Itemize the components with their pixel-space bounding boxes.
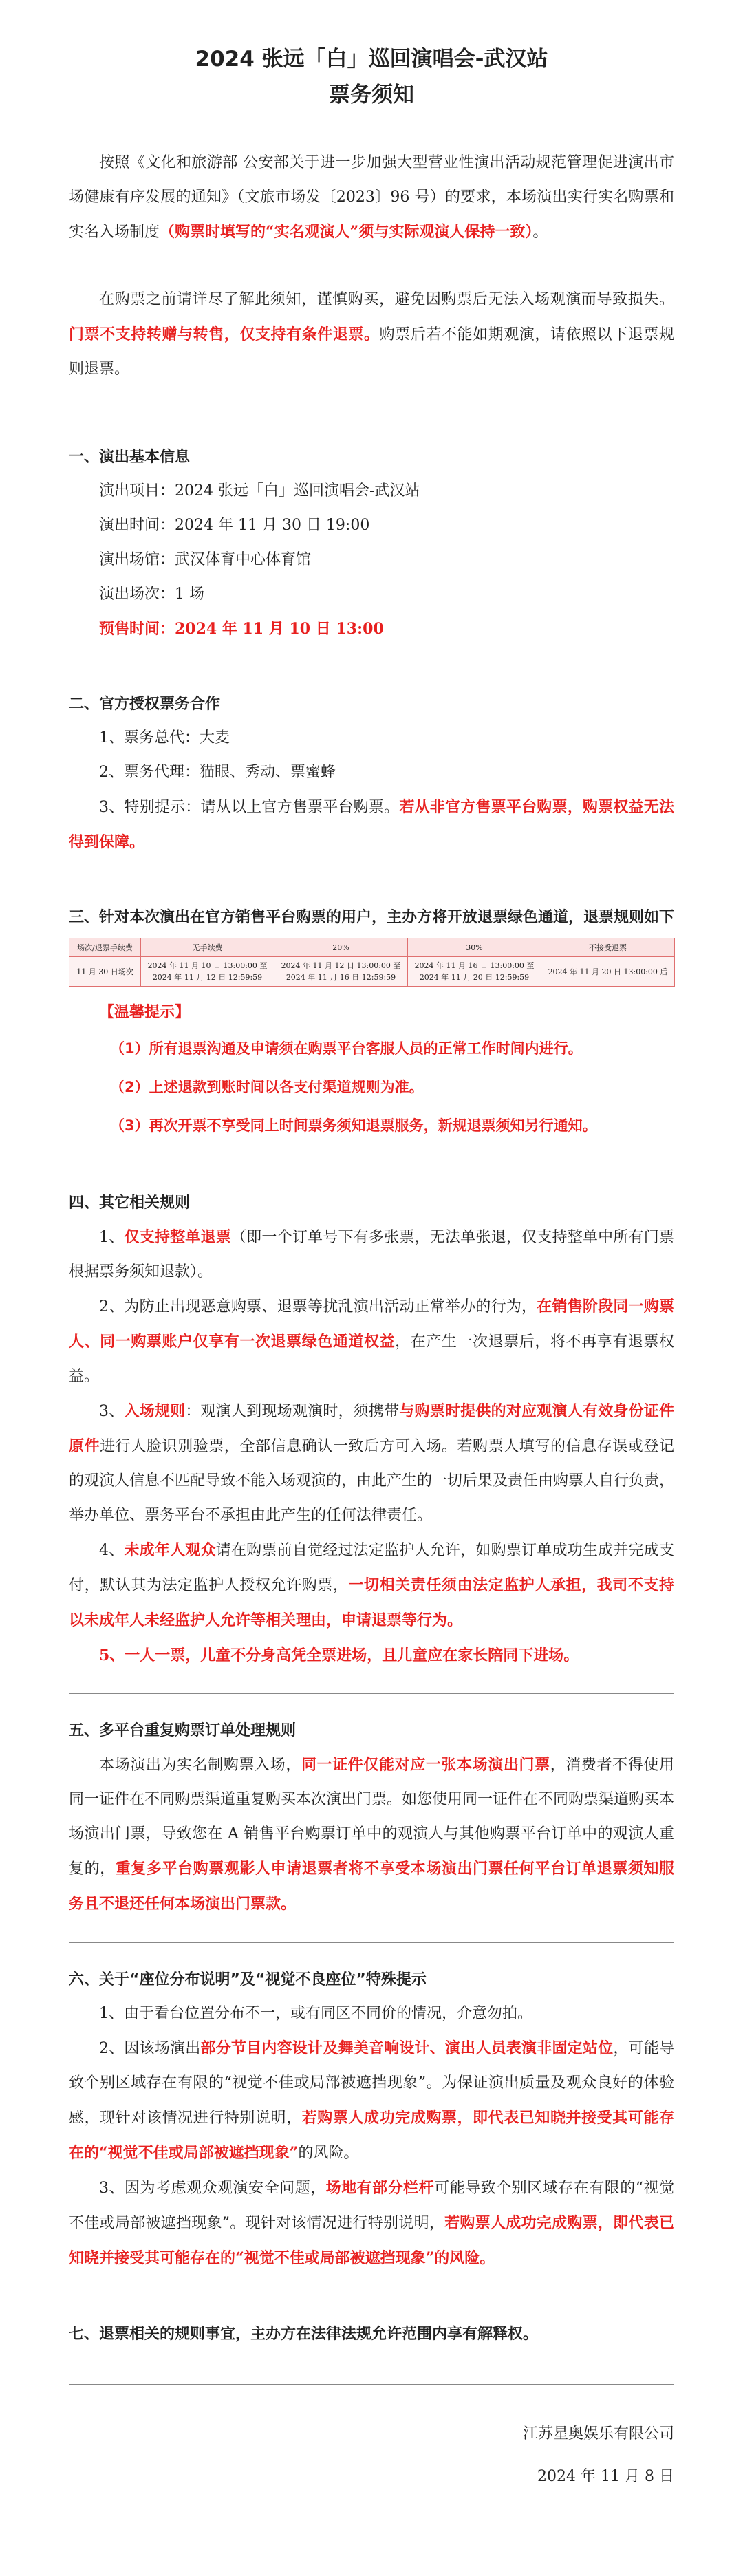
section-6-heading: 六、关于“座位分布说明”及“视觉不良座位”特殊提示 (69, 1971, 427, 1988)
rule-text: 进行人脸识别验票，全部信息确认一致后方可入场。若购票人填写的信息存误或登记的观演人信息不匹配导致不能入场观演的，由此产生的一切后果及责任由购票人自行负责，举办单位、票务平台不承担由此产生的任何法律责任。 (69, 1438, 675, 1524)
table-header-cell: 不接受退票 (541, 938, 675, 957)
tip-item-2: （2）上述退款到账时间以各支付渠道规则为准。 (110, 1079, 424, 1095)
intro-paragraph-2 (69, 283, 674, 387)
rule-text: ，消费者不得使用同一证件在不同购票渠道重复购买本次演出门票。如您使用同一证件在不同购票渠道购买本场演出门票，导致您在 A 销售平台购票订单中的观演人与其他购票平台订单中的观演人重复的， (69, 1757, 675, 1878)
page-title: 2024 张远「白」巡回演唱会-武汉站 (195, 47, 548, 72)
section-1-heading: 一、演出基本信息 (69, 449, 191, 466)
table-header-cell: 场次/退票手续费 (69, 938, 141, 957)
table-cell: 2024 年 11 月 20 日 13:00:00 后 (541, 957, 675, 987)
rule-4 (69, 1533, 674, 1638)
rule-highlight: 场地有部分栏杆 (325, 2179, 435, 2197)
section-3-heading: 三、针对本次演出在官方销售平台购票的用户，主办方将开放退票绿色通道，退票规则如下 (69, 909, 675, 926)
rule-text: ，在产生一次退票后，将不再享有退票权益。 (69, 1333, 674, 1385)
rule-highlight: 若购票人成功完成购票，即代表已知晓并接受其可能存在的“视觉不佳或局部被遮挡现象” (69, 2109, 674, 2162)
rule-text: ，可能导致个别区域存在有限的“视觉不佳或局部被遮挡现象”。为保证演出质量及观众良好的体验感，现针对该情况进行特别说明， (69, 2040, 674, 2127)
rule-text: （即一个订单号下有多张票，无法单张退，仅支持整单中所有门票根据票务须知退款）。 (69, 1229, 674, 1280)
general-agent: 1、票务总代：大麦 (99, 729, 230, 747)
section-5-heading: 五、多平台重复购票订单处理规则 (69, 1722, 297, 1739)
special-notice-text: 3、特别提示：请从以上官方售票平台购票。 (99, 799, 400, 816)
rule-text: 的风险。 (298, 2145, 359, 2162)
seat-note-2 (69, 2031, 674, 2171)
tips-title: 【温馨提示】 (99, 1004, 191, 1021)
issuer-company: 江苏星奥娱乐有限公司 (522, 2425, 674, 2443)
tip-item-3: （3）再次开票不享受同上时间票务须知退票服务，新规退票须知另行通知。 (110, 1117, 597, 1134)
rule-highlight: 在销售阶段同一购票人、同一购票账户仅享有一次退票绿色通道权益 (69, 1298, 674, 1351)
rule-text: 请在购票前自觉经过法定监护人允许，如购票订单成功生成并完成支付，默认其为法定监护人授权允许购票， (69, 1542, 674, 1594)
rule-highlight: 与购票时提供的对应观演人有效身份证件原件 (69, 1402, 674, 1455)
issue-date: 2024 年 11 月 8 日 (537, 2468, 674, 2485)
special-notice (69, 790, 674, 860)
special-notice-highlight: 若从非官方售票平台购票，购票权益无法得到保障。 (69, 798, 674, 851)
section-7-heading: 七、退票相关的规则事宜，主办方在法律法规允许范围内享有解释权。 (69, 2326, 539, 2343)
refund-fee-table (69, 938, 675, 987)
table-header-cell: 20% (274, 938, 408, 957)
table-cell: 2024 年 11 月 16 日 13:00:00 至 2024 年 11 月 20 日 12:59:59 (408, 957, 541, 987)
table-header-cell: 30% (408, 938, 541, 957)
rule-highlight: 未成年人观众 (124, 1541, 216, 1559)
rule-text: 可能导致个别区域存在有限的“视觉不佳或局部被遮挡现象”。现针对该情况进行特别说明， (69, 2180, 674, 2232)
rule-text: 本场演出为实名制购票入场， (99, 1757, 301, 1774)
table-cell-session: 11 月 30 日场次 (69, 957, 141, 987)
rule-5: 5、一人一票，儿童不分身高凭全票进场，且儿童应在家长陪同下进场。 (99, 1646, 579, 1664)
rule-text: 2、为防止出现恶意购票、退票等扰乱演出活动正常举办的行为， (99, 1298, 537, 1316)
rule-highlight: 入场规则 (124, 1402, 186, 1420)
table-cell: 2024 年 11 月 10 日 13:00:00 至 2024 年 11 月 12 日 12:59:59 (141, 957, 274, 987)
ticket-agents: 2、票务代理：猫眼、秀动、票蜜蜂 (99, 764, 336, 781)
presale-time: 预售时间：2024 年 11 月 10 日 13:00 (99, 620, 384, 638)
page-subtitle: 票务须知 (329, 83, 414, 107)
rule-number: 4、 (99, 1542, 125, 1559)
rule-highlight: 仅支持整单退票 (124, 1228, 231, 1246)
section-2-heading: 二、官方授权票务合作 (69, 696, 221, 713)
intro-text: 按照《文化和旅游部 公安部关于进一步加强大型营业性演出活动规范管理促进演出市场健康有序发展的通知》（文旅市场发〔2023〕96 号）的要求，本场演出实行实名购票和实名入场制度 (69, 154, 674, 241)
rule-text: ：观演人到现场观演时，须携带 (185, 1403, 400, 1420)
rule-highlight: 一切相关责任须由法定监护人承担，我司不支持以未成年人未经监护人允许等相关理由，申请退票等行为。 (69, 1576, 674, 1629)
rule-number: 1、 (99, 1229, 125, 1246)
show-time: 演出时间：2024 年 11 月 30 日 19:00 (99, 517, 370, 534)
section-4-heading: 四、其它相关规则 (69, 1194, 191, 1212)
rule-highlight: 部分节目内容设计及舞美音响设计、演出人员表演非固定站位 (200, 2039, 614, 2057)
duplicate-order-rule (69, 1748, 674, 1922)
table-header-cell: 无手续费 (141, 938, 274, 957)
intro-text: 在购票之前请详尽了解此须知，谨慎购买，避免因购票后无法入场观演而导致损失。 (99, 291, 674, 308)
rule-text: 2、因该场演出 (99, 2040, 201, 2057)
show-project: 演出项目：2024 张远「白」巡回演唱会-武汉站 (99, 482, 420, 500)
table-header-row (69, 938, 675, 957)
intro-text-end: 购票后若不能如期观演，请依照以下退票规则退票。 (69, 326, 674, 378)
tip-item-1: （1）所有退票沟通及申请须在购票平台客服人员的正常工作时间内进行。 (110, 1040, 583, 1057)
rule-highlight: 同一证件仅能对应一张本场演出门票 (301, 1756, 550, 1774)
rule-number: 3、 (99, 1403, 125, 1420)
seat-note-3 (69, 2171, 674, 2276)
show-venue: 演出场馆：武汉体育中心体育馆 (99, 551, 312, 568)
rule-2 (69, 1289, 674, 1394)
rule-1 (69, 1220, 674, 1289)
rule-3 (69, 1394, 674, 1533)
rule-text: 3、因为考虑观众观演安全问题， (99, 2180, 326, 2197)
rule-highlight: 重复多平台购票观影人申请退票者将不享受本场演出门票任何平台订单退票须知服务且不退还任何本场演出门票款。 (69, 1860, 674, 1913)
table-row (69, 957, 675, 987)
table-cell: 2024 年 11 月 12 日 13:00:00 至 2024 年 11 月 16 日 12:59:59 (274, 957, 408, 987)
intro-paragraph-1 (69, 146, 674, 250)
intro-highlight: （购票时填写的“实名观演人”须与实际观演人保持一致） (160, 223, 533, 241)
seat-note-1: 1、由于看台位置分布不一，或有同区不同价的情况，介意勿拍。 (99, 2005, 532, 2022)
show-sessions: 演出场次：1 场 (99, 586, 204, 603)
intro-text-end: 。 (532, 224, 548, 241)
rule-highlight: 若购票人成功完成购票，即代表已知晓并接受其可能存在的“视觉不佳或局部被遮挡现象”的风险。 (69, 2214, 674, 2267)
intro-highlight: 门票不支持转赠与转售，仅支持有条件退票。 (69, 325, 380, 343)
